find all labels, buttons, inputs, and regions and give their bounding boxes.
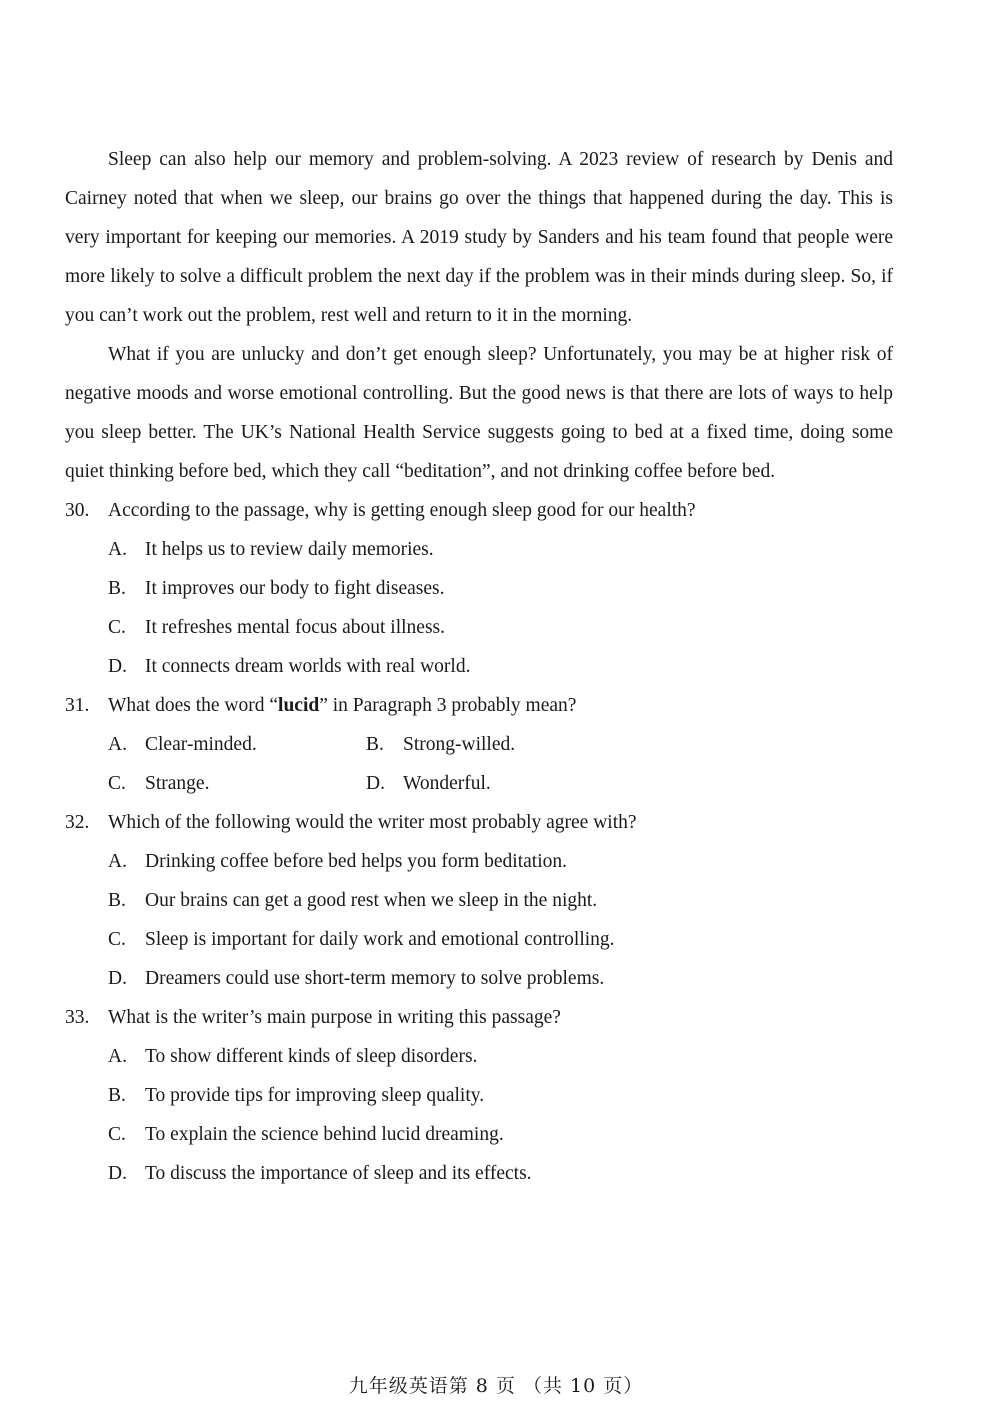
option-letter: B. [108,890,126,911]
passage-paragraph: What if you are unlucky and don’t get enough sleep? Unfortunately, you may be at higher risk of negative moods and worse emotional controlling. But the good news is that there are lots of ways to help you sleep better. The UK’s National Health Service suggests going to bed at a fixed time, doing some quiet thinking before bed, which they call “beditation”, and not drinking coffee before bed. [65,344,893,482]
option-row [65,725,893,764]
option-letter: D. [108,656,127,677]
option-letter: D. [108,968,127,989]
option-text: To explain the science behind lucid dreaming. [145,1124,504,1145]
option-text: Our brains can get a good rest when we sleep in the night. [145,890,598,911]
option-text: Dreamers could use short-term memory to solve problems. [145,968,605,989]
question-number: 30. [65,500,90,521]
option-letter: D. [366,773,385,794]
question-31 [65,686,893,803]
option-a[interactable] [65,1037,893,1076]
option-row [65,764,893,803]
option-letter: C. [108,773,126,794]
option-letter: C. [108,929,126,950]
option-a[interactable] [108,725,257,764]
option-b[interactable] [366,725,515,764]
highlighted-word: lucid [278,695,320,716]
option-text: Strong-willed. [403,734,516,755]
option-text: It refreshes mental focus about illness. [145,617,445,638]
option-letter: B. [366,734,384,755]
question-number: 31. [65,695,90,716]
option-letter: B. [108,578,126,599]
question-number: 33. [65,1007,90,1028]
option-letter: A. [108,1046,127,1067]
page-content [65,140,893,1193]
option-letter: B. [108,1085,126,1106]
option-text: Drinking coffee before bed helps you form beditation. [145,851,568,872]
question-text: What does the word “lucid” in Paragraph 3 probably mean? [108,695,577,716]
option-letter: D. [108,1163,127,1184]
option-c[interactable] [65,920,893,959]
option-text: To provide tips for improving sleep quality. [145,1085,485,1106]
option-d[interactable] [366,764,491,803]
option-text: Wonderful. [403,773,491,794]
option-letter: C. [108,617,126,638]
option-c[interactable] [65,1115,893,1154]
option-c[interactable] [108,764,209,803]
option-text: It connects dream worlds with real world. [145,656,471,677]
option-text: Sleep is important for daily work and emotional controlling. [145,929,615,950]
option-b[interactable] [65,1076,893,1115]
page-footer: 九年级英语第 8 页 （共 10 页） [348,1375,644,1397]
option-text: Strange. [145,773,210,794]
question-33 [65,998,893,1193]
option-letter: A. [108,851,127,872]
option-b[interactable] [65,881,893,920]
question-number: 32. [65,812,90,833]
option-a[interactable] [65,530,893,569]
option-letter: A. [108,734,127,755]
option-d[interactable] [65,647,893,686]
question-30 [65,491,893,686]
option-letter: C. [108,1124,126,1145]
option-text: To show different kinds of sleep disorders. [145,1046,478,1067]
question-text: What is the writer’s main purpose in writing this passage? [108,1007,561,1028]
option-b[interactable] [65,569,893,608]
question-text: Which of the following would the writer most probably agree with? [108,812,637,833]
option-d[interactable] [65,1154,893,1193]
option-text: To discuss the importance of sleep and its effects. [145,1163,532,1184]
option-text: Clear-minded. [145,734,257,755]
passage-paragraph: Sleep can also help our memory and problem-solving. A 2023 review of research by Denis and Cairney noted that when we sleep, our brains go over the things that happened during the day. This is very important for keeping our memories. A 2019 study by Sanders and his team found that people were more likely to solve a difficult problem the next day if the problem was in their minds during sleep. So, if you can’t work out the problem, rest well and return to it in the morning. [65,149,893,326]
question-text: According to the passage, why is getting enough sleep good for our health? [108,500,696,521]
option-c[interactable] [65,608,893,647]
option-a[interactable] [65,842,893,881]
option-letter: A. [108,539,127,560]
option-text: It helps us to review daily memories. [145,539,434,560]
question-32 [65,803,893,998]
option-d[interactable] [65,959,893,998]
option-text: It improves our body to fight diseases. [145,578,445,599]
